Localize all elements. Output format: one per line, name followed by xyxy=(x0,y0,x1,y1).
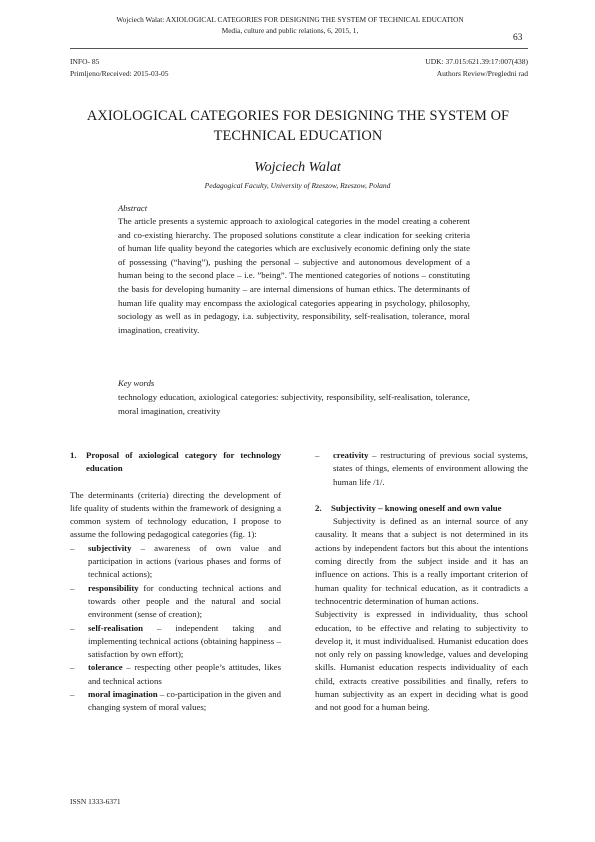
paper-title: AXIOLOGICAL CATEGORIES FOR DESIGNING THE SYSTEM OF TECHNICAL EDUCATION xyxy=(86,108,510,144)
list-dash: – xyxy=(315,450,320,460)
author-name: Wojciech Walat xyxy=(254,160,341,175)
list-dash: – xyxy=(70,689,75,700)
header-divider xyxy=(70,48,528,49)
page-number: 63 xyxy=(513,33,523,43)
issn-footer: ISSN 1333-6371 xyxy=(70,797,121,806)
list-text: for conducting technical actions and towards other people and the natural and social environment (sense of creation); xyxy=(88,582,281,620)
keywords-label: Key words xyxy=(118,378,155,388)
list-dash: – xyxy=(70,622,75,633)
running-head xyxy=(40,14,540,36)
list-text: – restructuring of previous social systems, states of things, elements of environment allowing the human life /1/. xyxy=(333,450,528,487)
list-term: moral imagination xyxy=(88,689,158,700)
right-column xyxy=(315,449,528,715)
section-1-intro: The determinants (criteria) directing the development of life quality of students within the framework of designing a common system of technology education, I propose to assume the following pedagogical categories (fig. 1): xyxy=(70,489,281,540)
section-1-heading xyxy=(70,449,281,476)
section-number: 2. xyxy=(315,502,322,513)
running-title: Wojciech Walat: AXIOLOGICAL CATEGORIES FOR DESIGNING THE SYSTEM OF TECHNICAL EDUCATION xyxy=(116,15,464,24)
list-term: tolerance xyxy=(88,662,123,673)
meta-left xyxy=(70,56,169,80)
list-dash: – xyxy=(70,542,75,553)
left-column xyxy=(70,449,281,715)
review-type: Authors Review/Pregledni rad xyxy=(436,69,528,78)
received-date: Primljeno/Received: 2015-03-05 xyxy=(70,69,169,78)
list-item xyxy=(70,661,281,688)
section-number: 1. xyxy=(70,450,77,460)
list-text: – co-participation in the given and changing system of moral values; xyxy=(88,689,282,713)
section-2-heading xyxy=(315,502,528,515)
info-code: INFO- 85 xyxy=(70,57,100,66)
paragraph: Subjectivity is defined as an internal source of any causality. It means that a subject is not determined in its actions by independent factors but this about the intentions coming directly from the subject inside and it has an influence on actions. This is a really important criterion of human quality for technical education, as it contradicts a technocentric determination of human actions. xyxy=(315,516,528,606)
list-text: – respecting other people’s attitudes, likes and technical actions xyxy=(88,662,281,686)
list-item xyxy=(315,449,528,489)
list-dash: – xyxy=(70,582,75,593)
paragraph: Subjectivity is expressed in individuality, thus school education, to be effective and relating to subjectivity to develop it, it must individualised. Humanist education does not only rely on passing knowledge, values and developing skills. Humanist education respects individuality of each child, extracts creative possibilities and finally, refers to human subjectivity as an expert in deciding what is good and not good for a human being. xyxy=(315,609,528,713)
list-item xyxy=(70,688,281,715)
list-item xyxy=(70,622,281,662)
list-term: responsibility xyxy=(88,582,139,593)
abstract-label: Abstract xyxy=(118,203,148,213)
journal-citation: Media, culture and public relations, 6, 2015, 1, xyxy=(221,26,359,35)
meta-right xyxy=(394,56,528,80)
list-item xyxy=(70,582,281,622)
list-dash: – xyxy=(70,662,75,673)
list-text: – independent taking and implementing technical actions (obtaining happiness – satisfaction by own effort); xyxy=(88,622,281,660)
section-title: Subjectivity – knowing oneself and own value xyxy=(331,502,502,513)
author-affiliation: Pedagogical Faculty, University of Rzeszow, Rzeszow, Poland xyxy=(204,181,391,190)
list-term: creativity xyxy=(333,450,369,460)
list-term: self-realisation xyxy=(88,622,144,633)
keywords-text: technology education, axiological categories: subjectivity, responsibility, self-realisation, tolerance, moral imagination, creativity xyxy=(118,392,470,416)
abstract-text: The article presents a systemic approach to axiological categories in the model creating a coherent and co-existing hierarchy. The proposed solutions constitute a clear indication for seeking criteria of human life quality beyond the categories which are exclusively economic defining only the state of possessing (“having”), pushing the personal – subjective and autonomous development of a human being to the second place – i.e. ”being”. The mentioned categories of notions – constituting the basis for developing humanity – are internal dimensions of human ethics. The determinants of human life quality may encompass the axiological categories appearing in psychology, philosophy, sociology as well as in pedagogy, i.a. subjectivity, responsibility, self-realisation, tolerance, moral imagination, creativity. xyxy=(118,216,470,335)
list-term: subjectivity xyxy=(88,542,132,553)
section-title: Proposal of axiological category for technology education xyxy=(86,450,281,474)
list-text: – awareness of own value and participation in actions (various phases and forms of technical actions); xyxy=(88,542,281,580)
list-item xyxy=(70,542,281,582)
udk-code: UDK: 37.015:621.39:17:007(438) xyxy=(425,57,528,66)
